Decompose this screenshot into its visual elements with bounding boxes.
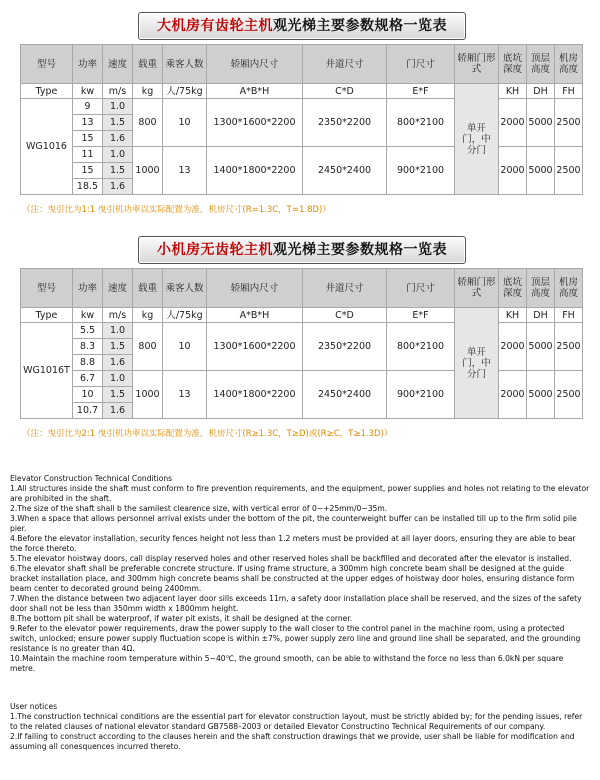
header-car-size: 轿厢内尺寸 (207, 269, 303, 308)
condition-item: 6.The elevator shaft shall be preferable concrete structure. If using frame structure, a 300mm high concrete beam shall be designed at the guide bracket installation place, and 300mm high concrete beams shall be constructed at the upper edges of hoistway door holes, ensuring distance form beam center to decorated ground being 2400mm. (10, 564, 575, 593)
car-size-cell: 1300*1600*2200 (207, 323, 303, 371)
header-door-size: 门尺寸 (387, 45, 455, 84)
unit-load: kg (133, 308, 163, 323)
speed-cell: 1.5 (103, 387, 133, 403)
header-top-height: 顶层高度 (527, 269, 555, 308)
speed-cell: 1.6 (103, 355, 133, 371)
shaft-size-cell: 2450*2400 (303, 371, 387, 419)
load-cell: 800 (133, 99, 163, 147)
user-notice-item: 2.If failing to construct according to the clauses herein and the shaft construction drawings that we provide, user shall be liable for modification and assuming all conesquences incurred thereto. (10, 732, 575, 751)
power-cell: 13 (73, 115, 103, 131)
table2-title (138, 236, 466, 264)
speed-cell: 1.0 (103, 99, 133, 115)
top-height-cell: 5000 (527, 371, 555, 419)
pit-depth-cell: 2000 (499, 147, 527, 195)
header-load: 载重 (133, 269, 163, 308)
power-cell: 8.8 (73, 355, 103, 371)
unit-power: kw (73, 308, 103, 323)
header-speed: 速度 (103, 45, 133, 84)
power-cell: 5.5 (73, 323, 103, 339)
load-cell: 1000 (133, 371, 163, 419)
header-door-type: 轿厢门形式 (455, 269, 499, 308)
speed-cell: 1.5 (103, 115, 133, 131)
header-pit-depth: 底坑深度 (499, 45, 527, 84)
top-height-cell: 5000 (527, 147, 555, 195)
table1-note: （注：曳引比为1:1 曳引机功率以实际配置为准，机房尺寸(R=1.3C，T=1.8D)） (22, 205, 331, 215)
speed-cell: 1.6 (103, 179, 133, 195)
speed-cell: 1.0 (103, 371, 133, 387)
unit-top-height: DH (527, 308, 555, 323)
door-size-cell: 900*2100 (387, 147, 455, 195)
door-size-cell: 900*2100 (387, 371, 455, 419)
power-cell: 10 (73, 387, 103, 403)
persons-cell: 10 (163, 323, 207, 371)
car-size-cell: 1400*1800*2200 (207, 371, 303, 419)
table2-unit-row (21, 308, 583, 323)
condition-item: 1.All structures inside the shaft must conform to fire prevention requirements, and the equipment, power supplies and holes not relating to the elevator are prohibited in the shaft. (10, 484, 590, 503)
unit-car-size: A*B*H (207, 308, 303, 323)
header-room-height: 机房高度 (555, 45, 583, 84)
power-cell: 8.3 (73, 339, 103, 355)
table2-title-rest: 观光梯主要参数规格一览表 (273, 242, 447, 258)
unit-shaft-size: C*D (303, 84, 387, 99)
pit-depth-cell: 2000 (499, 99, 527, 147)
shaft-size-cell: 2350*2200 (303, 99, 387, 147)
room-height-cell: 2500 (555, 323, 583, 371)
pit-depth-cell: 2000 (499, 371, 527, 419)
power-cell: 6.7 (73, 371, 103, 387)
header-speed: 速度 (103, 269, 133, 308)
unit-room-height: FH (555, 308, 583, 323)
unit-door-size: E*F (387, 308, 455, 323)
unit-power: kw (73, 84, 103, 99)
power-cell: 15 (73, 163, 103, 179)
unit-car-size: A*B*H (207, 84, 303, 99)
header-persons: 乘客人数 (163, 269, 207, 308)
room-height-cell: 2500 (555, 147, 583, 195)
door-size-cell: 800*2100 (387, 99, 455, 147)
persons-cell: 10 (163, 99, 207, 147)
header-model: 型号 (21, 269, 73, 308)
conditions-title: Elevator Construction Technical Conditions (10, 474, 173, 483)
pit-depth-cell: 2000 (499, 323, 527, 371)
top-height-cell: 5000 (527, 99, 555, 147)
header-pit-depth: 底坑深度 (499, 269, 527, 308)
table1-title (138, 12, 466, 40)
unit-persons: 人/75kg (163, 308, 207, 323)
table-row (21, 323, 583, 339)
condition-item: 10.Maintain the machine room temperature within 5~40℃, the ground smooth, can be able to withstand the force no less than 6.0kN per square metre. (10, 654, 564, 673)
condition-item: 2.The size of the shaft shall b the samilest clearence size, with vertical error of 0~+25mm/0~35m. (10, 504, 388, 513)
unit-load: kg (133, 84, 163, 99)
condition-item: 9.Refer to the elevator power requirements, draw the power supply to the wall closer to the control panel in the machine room, using a protected switch, unlocked; ensure power supply fluctuation scope is within ±7%, power supply zero line and ground line shall be separated, and the grounding resistance is no greater than 4Ω. (10, 624, 581, 653)
top-height-cell: 5000 (527, 323, 555, 371)
model-cell: WG1016T (21, 323, 73, 419)
table-row (21, 371, 583, 387)
speed-cell: 1.0 (103, 147, 133, 163)
persons-cell: 13 (163, 147, 207, 195)
header-power: 功率 (73, 45, 103, 84)
car-size-cell: 1300*1600*2200 (207, 99, 303, 147)
user-notices-title: User notices (10, 702, 58, 711)
unit-model: Type (21, 308, 73, 323)
load-cell: 800 (133, 323, 163, 371)
header-top-height: 顶层高度 (527, 45, 555, 84)
header-shaft-size: 井道尺寸 (303, 45, 387, 84)
table2-spec-table (20, 268, 583, 419)
condition-item: 8.The bottom pit shall be waterproof, if water pit exists, it shall be designed at the corner. (10, 614, 353, 623)
unit-model: Type (21, 84, 73, 99)
power-cell: 11 (73, 147, 103, 163)
unit-speed: m/s (103, 308, 133, 323)
car-size-cell: 1400*1800*2200 (207, 147, 303, 195)
user-notice-item: 1.The construction technical conditions are the essential part for elevator construction layout, must be strictly abided by; for the pending issues, refer to the related clauses of national elevator standard GB7588–2003 or detailed Elevator Constructino Technical Requirements of our company. (10, 712, 583, 731)
door-type-cell: 单开门，中分门 (455, 84, 499, 195)
header-room-height: 机房高度 (555, 269, 583, 308)
header-persons: 乘客人数 (163, 45, 207, 84)
speed-cell: 1.6 (103, 403, 133, 419)
header-power: 功率 (73, 269, 103, 308)
model-cell: WG1016 (21, 99, 73, 195)
power-cell: 9 (73, 99, 103, 115)
unit-pit-depth: KH (499, 84, 527, 99)
power-cell: 18.5 (73, 179, 103, 195)
condition-item: 7.When the distance between two adjacent layer door sills exceeds 11m, a safety door installation place shall be reserved, and the sizes of the safety door shall not be less than 350mm width x 1800mm height. (10, 594, 582, 613)
speed-cell: 1.5 (103, 163, 133, 179)
header-door-size: 门尺寸 (387, 269, 455, 308)
construction-conditions (10, 474, 590, 674)
header-shaft-size: 井道尺寸 (303, 269, 387, 308)
shaft-size-cell: 2450*2400 (303, 147, 387, 195)
speed-cell: 1.5 (103, 339, 133, 355)
user-notices (10, 702, 590, 752)
unit-room-height: FH (555, 84, 583, 99)
table1-header-row (21, 45, 583, 84)
header-model: 型号 (21, 45, 73, 84)
unit-persons: 人/75kg (163, 84, 207, 99)
table1-title-highlight: 大机房有齿轮主机 (157, 18, 273, 34)
room-height-cell: 2500 (555, 371, 583, 419)
condition-item: 3.When a space that allows personnel arrival exists under the bottom of the pit, the counterweight buffer can be installed till up to the firm solid pile pier. (10, 514, 577, 533)
room-height-cell: 2500 (555, 99, 583, 147)
door-size-cell: 800*2100 (387, 323, 455, 371)
unit-top-height: DH (527, 84, 555, 99)
table-row (21, 99, 583, 115)
unit-speed: m/s (103, 84, 133, 99)
table2-header-row (21, 269, 583, 308)
condition-item: 5.The elevator hoistway doors, call display reserved holes and other reserved holes shall be backfilled and decorated after the elevator is installed. (10, 554, 572, 563)
table2-note: （注：曳引比为2:1 曳引机功率以实际配置为准，机房尺寸(R≥1.3C，T≥D)或(R≥C，T≥1.3D)） (22, 429, 393, 439)
table-row (21, 147, 583, 163)
table1-spec-table (20, 44, 583, 195)
table1-unit-row (21, 84, 583, 99)
unit-shaft-size: C*D (303, 308, 387, 323)
unit-pit-depth: KH (499, 308, 527, 323)
table2-title-highlight: 小机房无齿轮主机 (157, 242, 273, 258)
table1-title-rest: 观光梯主要参数规格一览表 (273, 18, 447, 34)
header-load: 载重 (133, 45, 163, 84)
speed-cell: 1.6 (103, 131, 133, 147)
door-type-cell: 单开门，中分门 (455, 308, 499, 419)
header-door-type: 轿厢门形式 (455, 45, 499, 84)
persons-cell: 13 (163, 371, 207, 419)
unit-door-size: E*F (387, 84, 455, 99)
speed-cell: 1.0 (103, 323, 133, 339)
power-cell: 15 (73, 131, 103, 147)
load-cell: 1000 (133, 147, 163, 195)
power-cell: 10.7 (73, 403, 103, 419)
header-car-size: 轿厢内尺寸 (207, 45, 303, 84)
condition-item: 4.Before the elevator installation, security fences height not less than 1.2 meters must be provided at all layer doors, ensuring they are able to bear the force thereto. (10, 534, 576, 553)
shaft-size-cell: 2350*2200 (303, 323, 387, 371)
